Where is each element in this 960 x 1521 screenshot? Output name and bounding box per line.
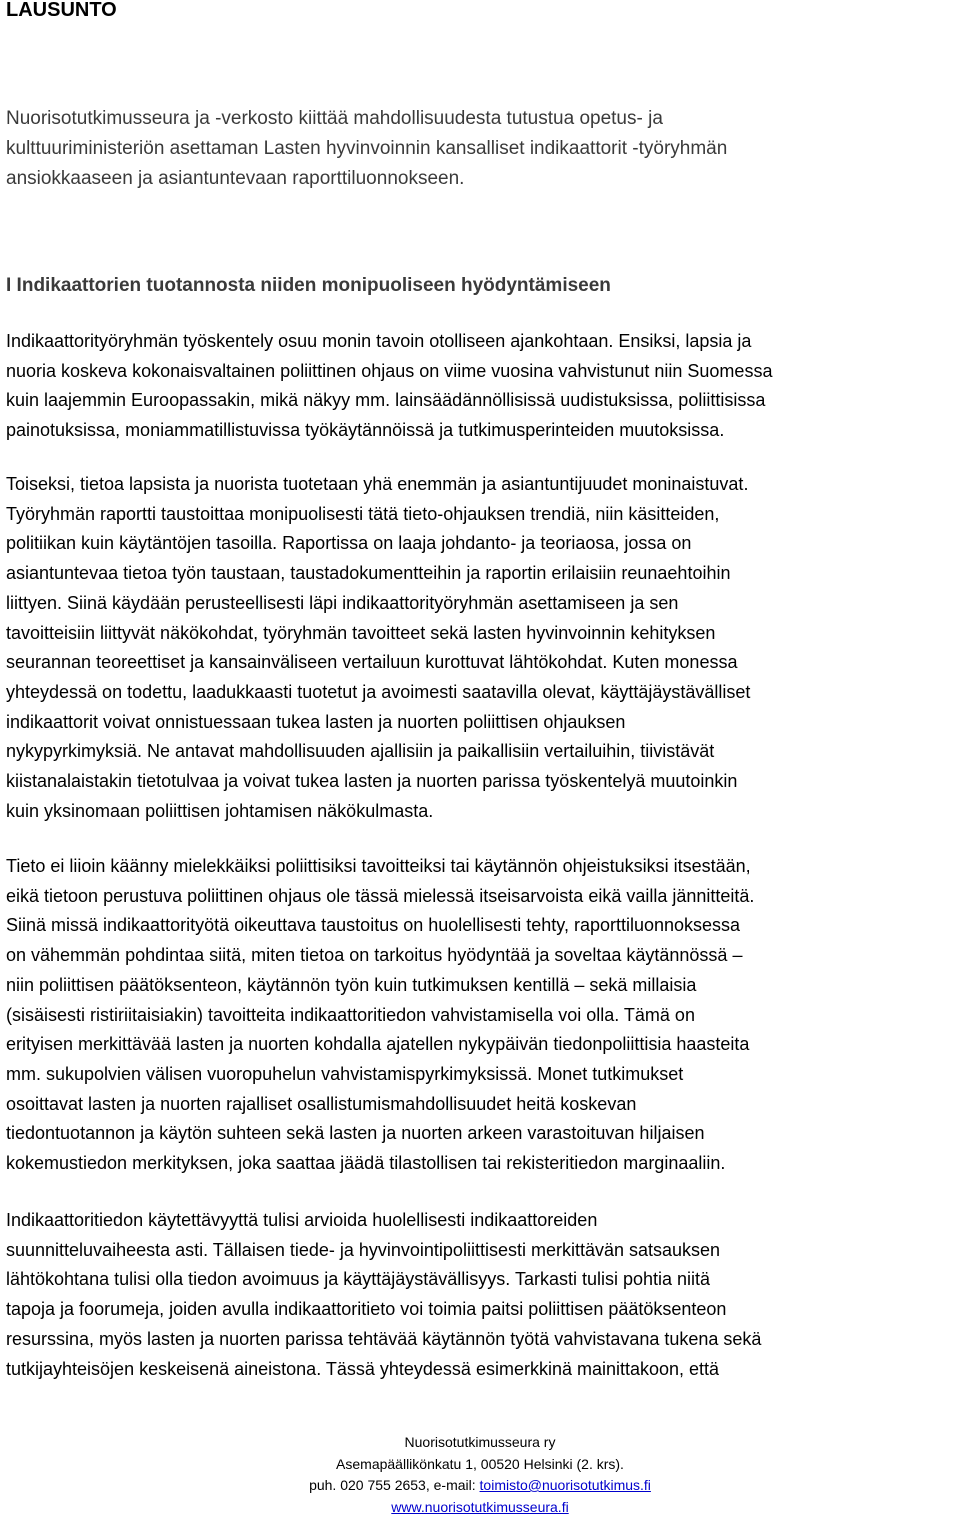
paragraph-line: Indikaattoritiedon käytettävyyttä tulisi arvioida huolellisesti indikaattoreiden	[6, 1210, 598, 1230]
page-footer	[0, 1432, 960, 1518]
paragraph-line: kuin laajemmin Euroopassakin, mikä näkyy mm. lainsäädännöllisissä uudistuksissa, poliittisissa	[6, 390, 766, 411]
paragraph-line: seurannan teoreettiset ja kansainväliseen vertailuun kurottuvat lähtökohdat. Kuten monessa	[6, 652, 738, 673]
intro-line: Nuorisotutkimusseura ja -verkosto kiittää mahdollisuudesta tutustua opetus- ja	[6, 108, 663, 129]
paragraph-line: kuin yksinomaan poliittisen johtamisen näkökulmasta.	[6, 800, 434, 821]
paragraph-line: erityisen merkittävää lasten ja nuorten kohdalla ajatellen nykypäivän tiedonpoliittisia haasteita	[6, 1034, 750, 1055]
paragraph-line: painotuksissa, moniammatillistuvissa työkäytännöissä ja tutkimusperinteiden muutoksissa.	[6, 420, 725, 441]
paragraph-line: suunnitteluvaiheesta asti. Tällaisen tiede- ja hyvinvointipoliittisesti merkittävän satsauksen	[6, 1239, 721, 1260]
paragraph-line: tavoitteisiin liittyvät näkökohdat, työryhmän tavoitteet sekä lasten hyvinvoinnin kehityksen	[6, 622, 716, 643]
paragraph-line: osoittavat lasten ja nuorten rajalliset osallistumismahdollisuudet heitä koskevan	[6, 1093, 637, 1114]
intro-line: ansiokkaaseen ja asiantuntevaan raporttiluonnokseen.	[6, 168, 465, 189]
paragraph-4	[6, 1206, 956, 1384]
paragraph-line: niin poliittisen päätöksenteon, käytännön työn kuin tutkimuksen kentillä – sekä millaisia	[6, 974, 697, 995]
section-heading: I Indikaattorien tuotannosta niiden monipuoliseen hyödyntämiseen	[6, 275, 611, 296]
paragraph-line: kokemustiedon merkityksen, joka saattaa jäädä tilastollisen tai rekisteritiedon marginaaliin.	[6, 1153, 726, 1174]
paragraph-line: tiedontuotannon ja käytön suhteen sekä lasten ja nuorten arkeen varastoituvan hiljaisen	[6, 1123, 705, 1144]
paragraph-line: (sisäisesti ristiriitaisiakin) tavoitteita indikaattoritiedon vahvistamisella voi olla. Tämä on	[6, 1004, 695, 1025]
footer-contact	[0, 1475, 960, 1497]
intro-line: kulttuuriministeriön asettaman Lasten hyvinvoinnin kansalliset indikaattorit -työryhmän	[6, 138, 728, 159]
paragraph-1	[6, 327, 956, 446]
paragraph-line: tutkijayhteisöjen keskeisenä aineistona. Tässä yhteydessä esimerkkinä mainittakoon, että	[6, 1358, 720, 1379]
paragraph-line: politiikan kuin käytäntöjen tasoilla. Raportissa on laaja johdanto- ja teoriaosa, jossa on	[6, 533, 692, 554]
paragraph-2	[6, 470, 956, 826]
footer-address: Asemapäällikönkatu 1, 00520 Helsinki (2. krs).	[336, 1455, 624, 1472]
paragraph-line: liittyen. Siinä käydään perusteellisesti läpi indikaattorityöryhmän asettamiseen ja sen	[6, 592, 679, 613]
paragraph-line: Siinä missä indikaattorityötä oikeuttava taustoitus on huolellisesti tehty, raporttiluonnoksessa	[6, 915, 741, 936]
paragraph-line: Toiseksi, tietoa lapsista ja nuorista tuotetaan yhä enemmän ja asiantuntijuudet moninaistuvat.	[6, 474, 749, 494]
paragraph-line: nuoria koskeva kokonaisvaltainen poliittinen ohjaus on viime vuosina vahvistunut niin Suomessa	[6, 360, 773, 381]
footer-org-name: Nuorisotutkimusseura ry	[404, 1434, 556, 1450]
paragraph-line: asiantuntevaa tietoa työn taustaan, taustadokumentteihin ja raportin erilaisiin reunaehtoihin	[6, 563, 731, 584]
paragraph-line: eikä tietoon perustuva poliittinen ohjaus ole tässä mielessä itseisarvoista eikä vailla jännitteitä.	[6, 885, 755, 906]
paragraph-line: on vähemmän pohdintaa siitä, miten tietoa on tarkoitus hyödyntää ja soveltaa käytännössä –	[6, 945, 743, 966]
paragraph-3	[6, 852, 956, 1179]
document-title: LAUSUNTO	[6, 0, 117, 21]
paragraph-line: indikaattorit voivat onnistuessaan tukea lasten ja nuorten poliittisen ohjauksen	[6, 711, 626, 732]
paragraph-line: mm. sukupolvien välisen vuoropuhelun vahvistamispyrkimyksissä. Monet tutkimukset	[6, 1063, 684, 1084]
paragraph-line: kiistanalaistakin tietotulvaa ja voivat tukea lasten ja nuorten parissa työskentelyä muutoinkin	[6, 771, 738, 792]
footer-phone: puh. 020 755 2653, e-mail:	[309, 1477, 480, 1493]
paragraph-line: nykypyrkimyksiä. Ne antavat mahdollisuuden ajallisiin ja paikallisiin vertailuihin, tiivistävät	[6, 741, 715, 762]
paragraph-line: tapoja ja foorumeja, joiden avulla indikaattoritieto voi toimia paitsi poliittisen päätöksenteon	[6, 1299, 727, 1320]
intro-paragraph	[6, 104, 952, 194]
footer-website-link[interactable]: www.nuorisotutkimusseura.fi	[391, 1498, 569, 1515]
paragraph-line: yhteydessä on todettu, laadukkaasti tuotetut ja avoimesti saatavilla olevat, käyttäjäystävälliset	[6, 681, 751, 702]
footer-email-link[interactable]: toimisto@nuorisotutkimus.fi	[479, 1477, 651, 1493]
paragraph-line: Tieto ei liioin käänny mielekkäiksi poliittisiksi tavoitteiksi tai käytännön ohjeistuksiksi itsestään,	[6, 856, 751, 876]
paragraph-line: Indikaattorityöryhmän työskentely osuu monin tavoin otolliseen ajankohtaan. Ensiksi, lapsia ja	[6, 331, 752, 351]
paragraph-line: resurssina, myös lasten ja nuorten parissa tehtävää käytännön työtä vahvistavana tukena sekä	[6, 1328, 762, 1349]
paragraph-line: lähtökohtana tulisi olla tiedon avoimuus ja käyttäjäystävällisyys. Tarkasti tulisi pohtia niitä	[6, 1269, 711, 1290]
paragraph-line: Työryhmän raportti taustoittaa monipuolisesti tätä tieto-ohjauksen trendiä, niin käsitteiden,	[6, 503, 720, 524]
